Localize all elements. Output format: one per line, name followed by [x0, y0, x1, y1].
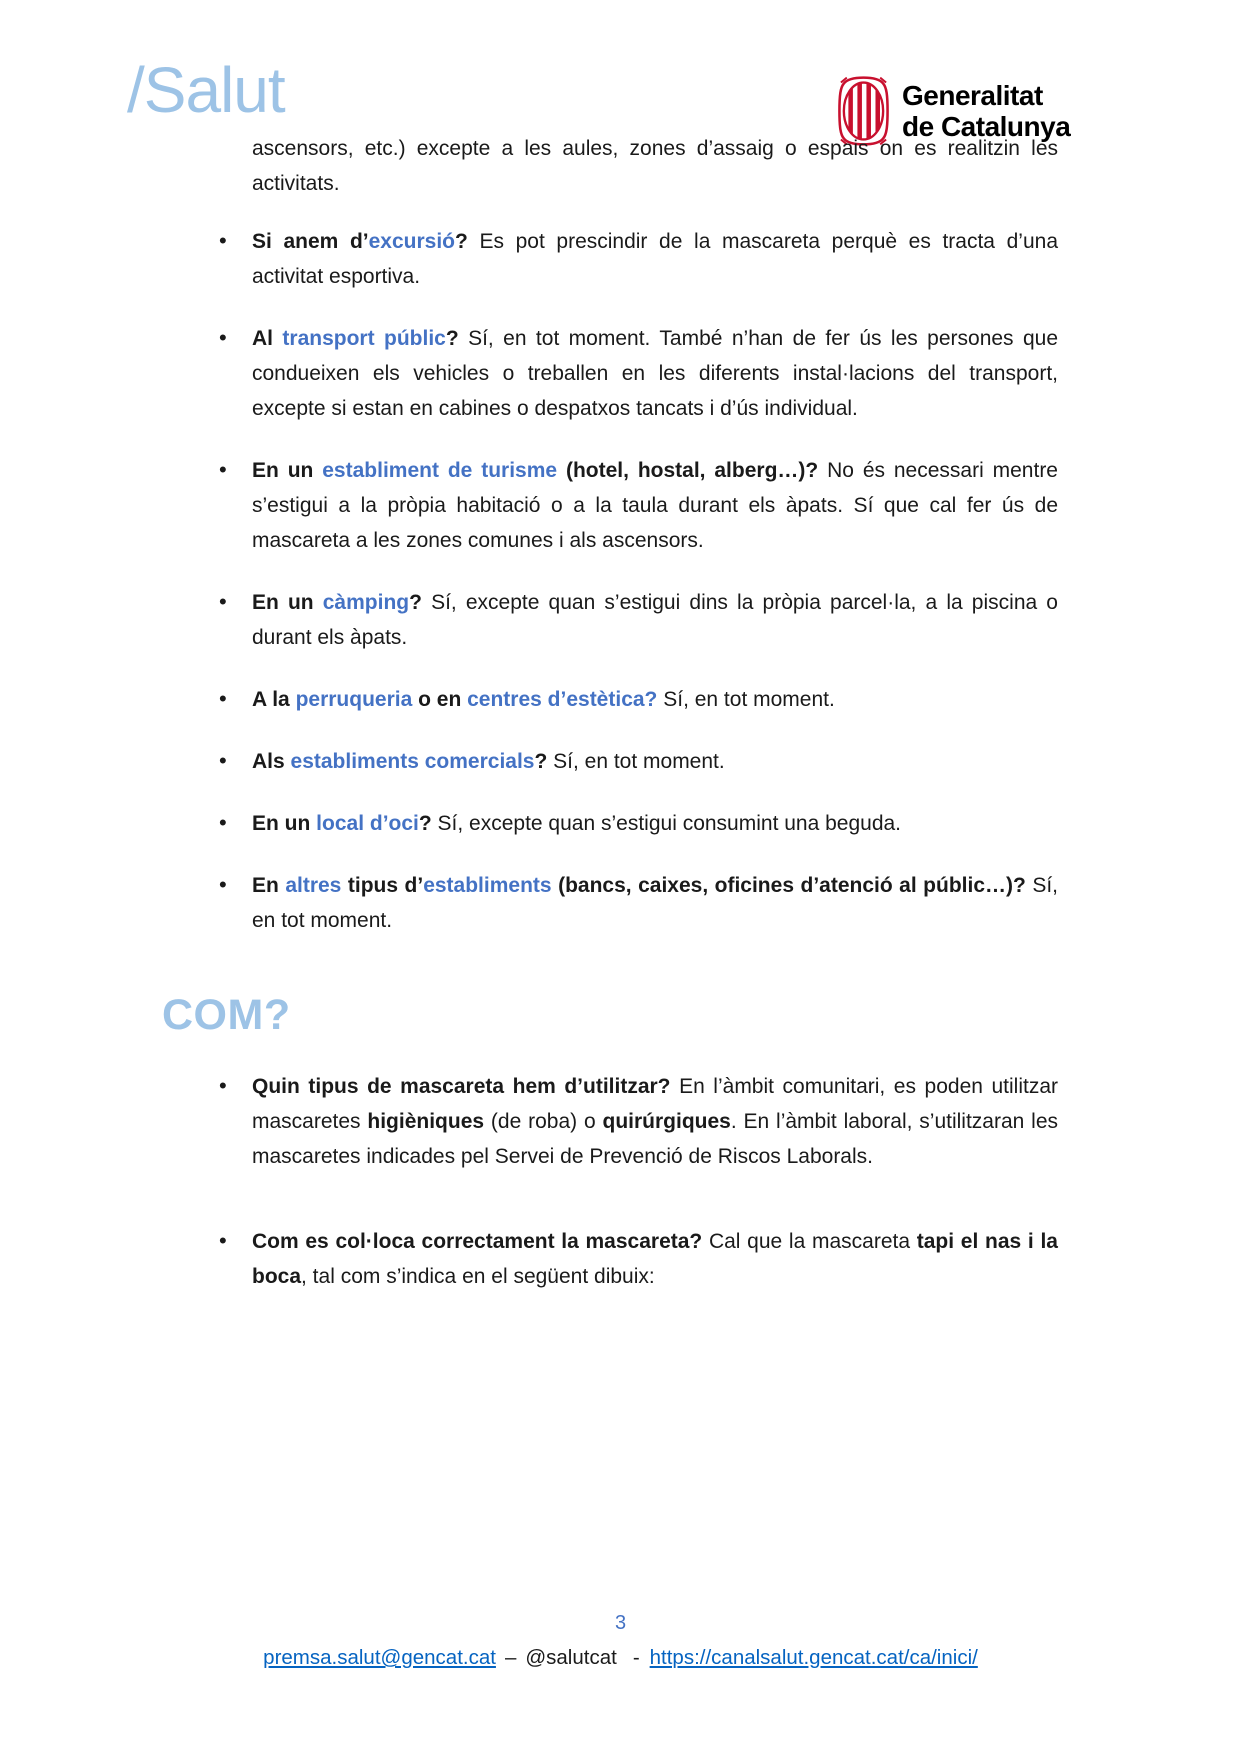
text-segment: , tal com s’indica en el següent dibuix: — [301, 1265, 655, 1288]
text-segment: En l’àmbit comunitari, es poden utilitzar mascaretes — [252, 1075, 1058, 1133]
text-segment: ? — [418, 812, 432, 835]
bullet-item-perruqueria — [252, 682, 1058, 717]
text-segment: Com es col·loca correctament la mascareta? — [252, 1230, 703, 1253]
text-segment: Sí, en tot moment. — [252, 874, 1058, 932]
text-segment: altres — [285, 874, 342, 897]
text-segment: tipus d’ — [341, 874, 424, 897]
text-segment: ? — [455, 230, 468, 253]
text-segment: En un — [252, 812, 317, 835]
text-segment: En — [252, 874, 286, 897]
bullet-list-where — [252, 224, 1058, 938]
intro-paragraph: ascensors, etc.) excepte a les aules, zones d’assaig o espais on es realitzin les activitats. — [252, 137, 1058, 195]
generalitat-line1: Generalitat — [902, 80, 1043, 111]
text-segment: Sí, en tot moment. També n’han de fer ús les persones que condueixen els vehicles o treballen en les diferents instal·lacions del transport, excepte si estan en cabines o despatxos tancats i d’ús individual. — [252, 327, 1058, 420]
text-segment: ? — [534, 750, 548, 773]
text-segment: (bancs, caixes, oficines d’atenció al públic…)? — [551, 874, 1026, 897]
bullet-item-establiments-comercials — [252, 744, 1058, 779]
text-segment: higièniques — [367, 1110, 485, 1133]
text-segment: ? — [445, 327, 459, 350]
text-segment: tapi el nas i la boca — [252, 1230, 1058, 1288]
page-number: 3 — [614, 1612, 627, 1634]
footer — [0, 1646, 1241, 1670]
text-segment: Sí, en tot moment. — [547, 750, 725, 773]
text-segment: establiment de turisme — [322, 459, 558, 482]
bullet-item-local-oci — [252, 806, 1058, 841]
bullet-list-com — [252, 1069, 1058, 1294]
text-segment: Sí, excepte quan s’estigui dins la pròpia parcel·la, a la piscina o durant els àpats. — [252, 591, 1058, 649]
bullet-item-colloca-mascareta — [252, 1224, 1058, 1294]
text-segment: establiments comercials — [290, 750, 535, 773]
footer-twitter-handle: @salutcat — [525, 1646, 617, 1669]
text-segment: Quin tipus de mascareta hem d’utilitzar? — [252, 1075, 671, 1098]
text-segment: . En l’àmbit laboral, s’utilitzaran les mascaretes indicades pel Servei de Prevenció de Riscos Laborals. — [252, 1110, 1059, 1168]
text-segment: En un — [252, 591, 323, 614]
text-segment: excursió — [368, 230, 455, 253]
text-segment: Sí, en tot moment. — [657, 688, 835, 711]
salut-logo: /Salut — [127, 54, 285, 126]
text-segment: En un — [252, 459, 323, 482]
text-segment: establiments — [423, 874, 552, 897]
text-segment: Si anem d’ — [252, 230, 369, 253]
footer-dash-separator: – — [504, 1646, 517, 1669]
text-segment: centres d’estètica? — [467, 688, 658, 711]
text-segment: Es pot prescindir de la mascareta perquè es tracta d’una activitat esportiva. — [252, 230, 1058, 288]
text-segment: ? — [409, 591, 422, 614]
text-segment: local d’oci — [316, 812, 419, 835]
bullet-item-excursio — [252, 224, 1058, 294]
footer-email-link[interactable]: premsa.salut@gencat.cat — [263, 1646, 496, 1669]
text-segment: (hotel, hostal, alberg…)? — [557, 459, 819, 482]
document-body — [162, 131, 1059, 1294]
text-segment: càmping — [322, 591, 410, 614]
text-segment: (de roba) o — [484, 1110, 603, 1133]
text-segment: transport públic — [282, 327, 446, 350]
bullet-item-tipus-mascareta — [252, 1069, 1058, 1174]
footer-url-link[interactable]: https://canalsalut.gencat.cat/ca/inici/ — [649, 1646, 978, 1669]
section-heading-com: COM? — [162, 991, 291, 1039]
bullet-item-camping — [252, 585, 1058, 655]
bullet-item-establiment-turisme — [252, 453, 1058, 558]
bullet-item-altres-establiments — [252, 868, 1058, 938]
text-segment: quirúrgiques — [602, 1110, 731, 1133]
text-segment: o en — [412, 688, 468, 711]
generalitat-line2: de Catalunya — [902, 111, 1071, 142]
text-segment: perruqueria — [295, 688, 413, 711]
text-segment: Cal que la mascareta — [702, 1230, 917, 1253]
bullet-item-transport-public — [252, 321, 1058, 426]
text-segment: Sí, excepte quan s’estigui consumint una beguda. — [431, 812, 902, 835]
text-segment: Al — [252, 327, 283, 350]
text-segment: Als — [252, 750, 291, 773]
text-segment: A la — [252, 688, 296, 711]
text-segment: No és necessari mentre s’estigui a la pròpia habitació o a la taula durant els àpats. Sí que cal fer ús de mascareta a les zones comunes i als ascensors. — [252, 459, 1058, 552]
footer-hyphen-separator: - — [632, 1646, 640, 1669]
